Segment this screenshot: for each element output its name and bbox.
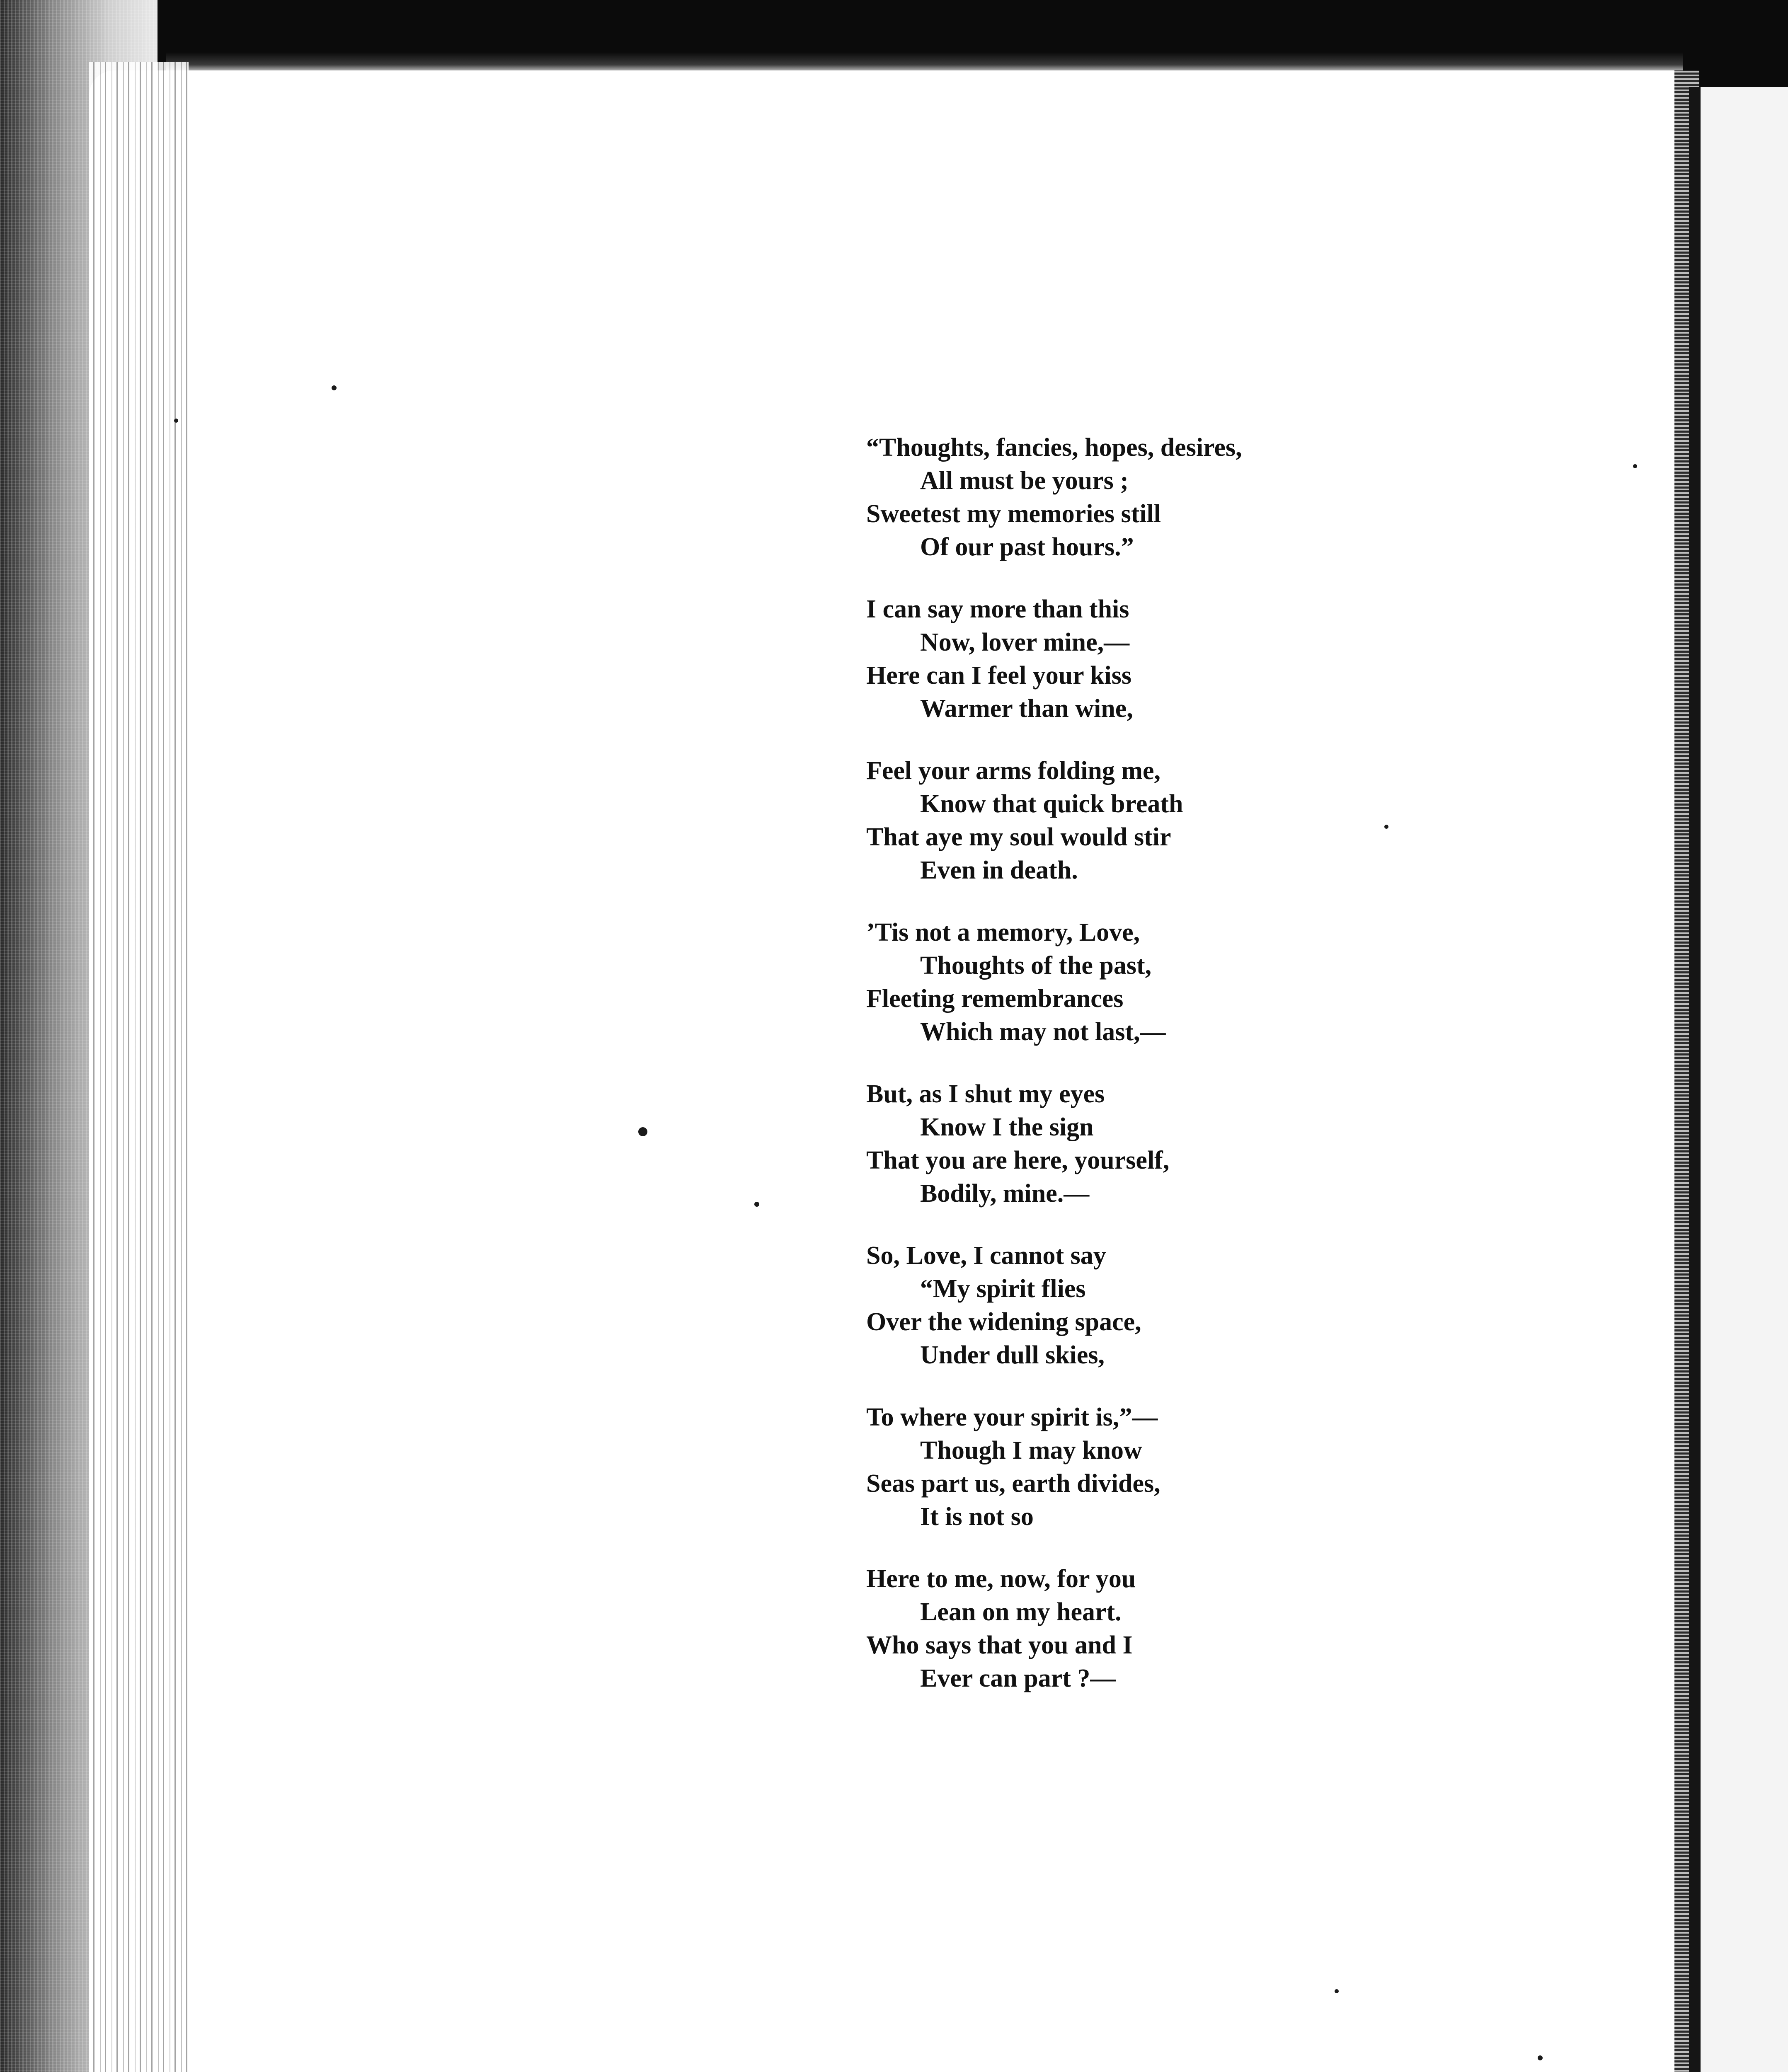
poem-line: Even in death.: [920, 856, 1078, 884]
poem-line: Know I the sign: [920, 1113, 1094, 1141]
scan-speck: [332, 385, 337, 390]
stanza-7: [866, 1401, 1388, 1533]
stanza-1: [866, 431, 1388, 564]
poem-line: Know that quick breath: [920, 790, 1183, 818]
poem-line: I can say more than this: [866, 595, 1129, 623]
stanza-6: [866, 1239, 1388, 1372]
poem-line: Ever can part ?—: [920, 1664, 1116, 1692]
poem-line: Thoughts of the past,: [920, 951, 1152, 980]
poem-line: Now, lover mine,—: [920, 628, 1130, 656]
poem-line: Feel your arms folding me,: [866, 757, 1161, 785]
top-book-edge: [166, 25, 1683, 75]
stanza-4: [866, 916, 1388, 1048]
scan-speck: [754, 1202, 759, 1207]
poem-line: Warmer than wine,: [920, 695, 1133, 723]
poem-line: Here to me, now, for you: [866, 1565, 1136, 1593]
scan-speck: [174, 419, 178, 423]
poem-line: Though I may know: [920, 1436, 1142, 1464]
poem-line: Bodily, mine.—: [920, 1179, 1090, 1208]
poem-line: “Thoughts, fancies, hopes, desires,: [866, 433, 1242, 462]
scan-speck: [638, 1127, 647, 1136]
scan-speck: [1633, 464, 1637, 468]
poem-line: Of our past hours.”: [920, 533, 1134, 561]
poem-line: That you are here, yourself,: [866, 1146, 1170, 1174]
poem-line: Which may not last,—: [920, 1018, 1166, 1046]
scan-speck: [1538, 2055, 1543, 2060]
poem-line: Over the widening space,: [866, 1308, 1141, 1336]
poem-line: “My spirit flies: [920, 1275, 1086, 1303]
poem-line: Here can I feel your kiss: [866, 661, 1132, 690]
poem-line: It is not so: [920, 1503, 1034, 1531]
poem-line: So, Love, I cannot say: [866, 1242, 1106, 1270]
stanza-5: [866, 1077, 1388, 1210]
stanza-2: [866, 593, 1388, 725]
poem-line: Fleeting remembrances: [866, 985, 1124, 1013]
poem-line: ’Tis not a memory, Love,: [866, 918, 1140, 946]
poem-line: Under dull skies,: [920, 1341, 1105, 1369]
scan-speck: [1335, 1989, 1339, 1993]
stanza-8: [866, 1562, 1388, 1695]
stacked-page-edges: [89, 62, 189, 2072]
stanza-3: [866, 754, 1388, 887]
poem-line: That aye my soul would stir: [866, 823, 1171, 851]
poem: [866, 431, 1388, 1724]
poem-line: All must be yours ;: [920, 467, 1129, 495]
poem-line: Lean on my heart.: [920, 1598, 1122, 1626]
poem-line: Who says that you and I: [866, 1631, 1133, 1659]
poem-line: But, as I shut my eyes: [866, 1080, 1105, 1108]
poem-line: Sweetest my memories still: [866, 500, 1161, 528]
poem-line: Seas part us, earth divides,: [866, 1469, 1161, 1498]
facing-page: [1689, 87, 1788, 2072]
poem-line: To where your spirit is,”—: [866, 1403, 1158, 1431]
